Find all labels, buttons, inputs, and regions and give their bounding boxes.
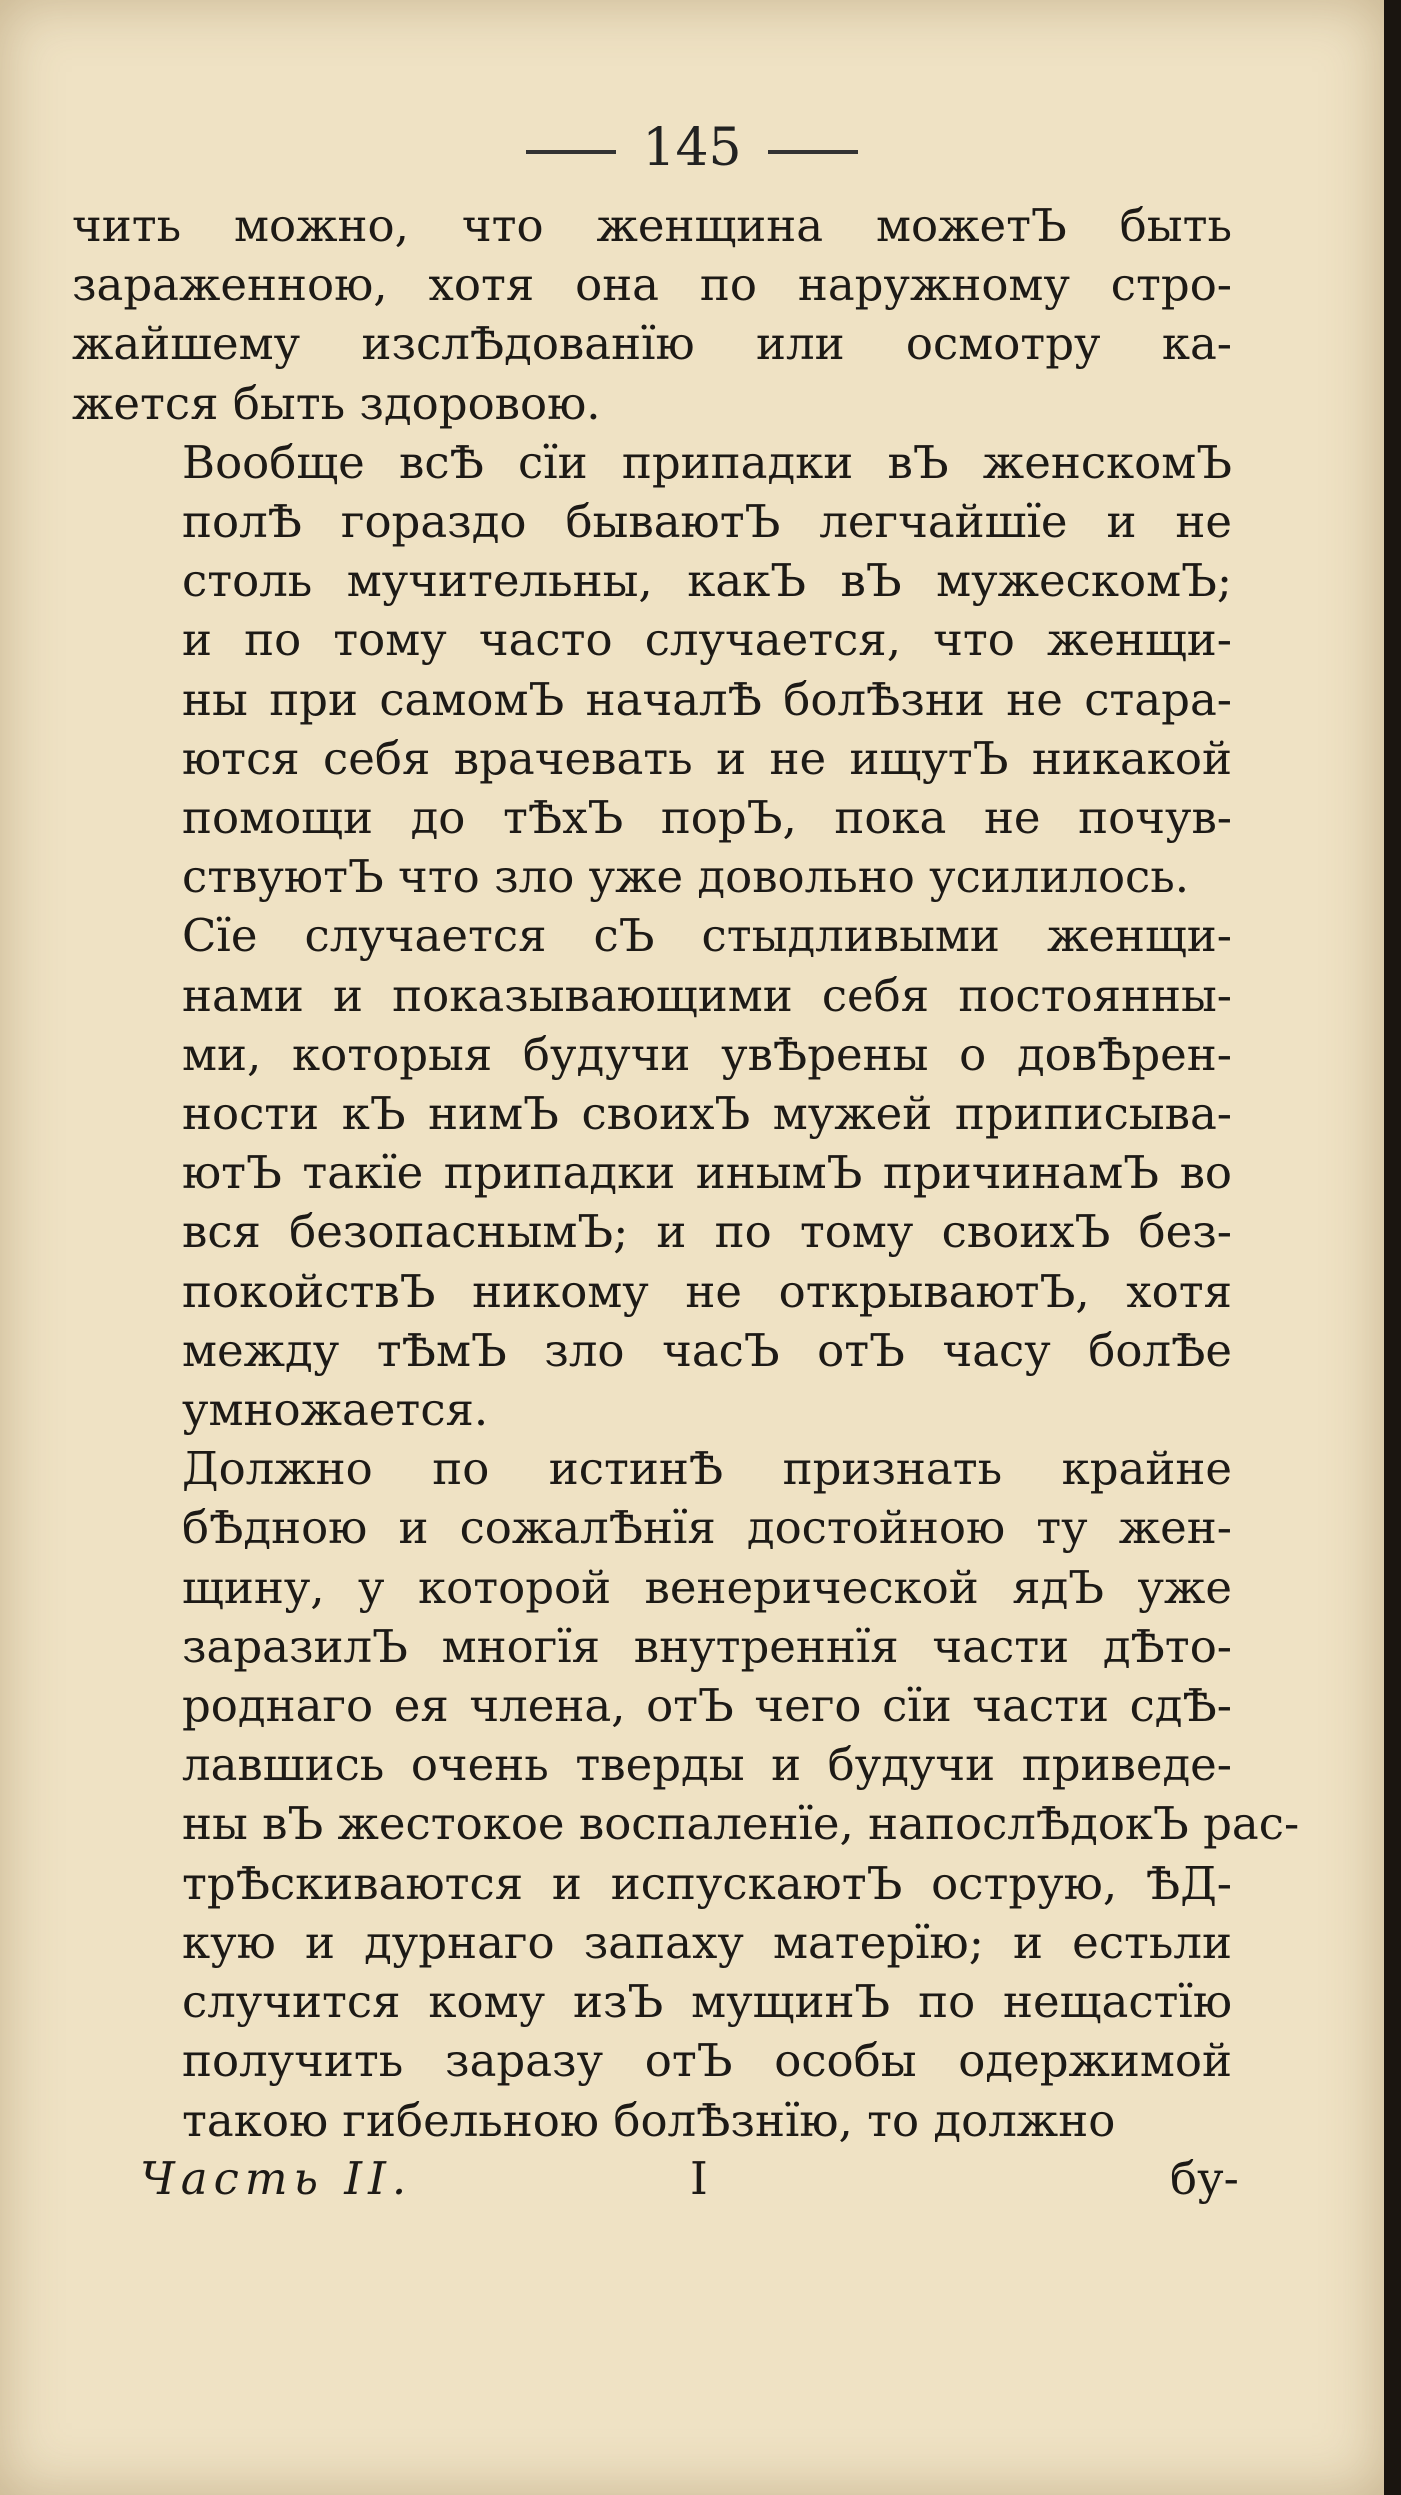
text-line: роднаго ея члена, отЪ чего сїи части сдѢ- [182, 1679, 1232, 1733]
text-line: Вообще всѢ сїи припадки вЪ женскомЪ [182, 435, 1232, 489]
paragraph [72, 433, 1232, 907]
text-line: вся безопаснымЪ; и по тому своихЪ без- [182, 1205, 1232, 1259]
text-line: умножается. [182, 1383, 489, 1437]
right-header-rule [768, 150, 858, 154]
paragraph [72, 196, 1232, 433]
text-line: получить заразу отЪ особы одержимой [182, 2034, 1232, 2088]
volume-signature: Часть II. [140, 2152, 413, 2205]
text-line: зараженною, хотя она по наружному стро- [72, 258, 1232, 312]
text-line: Должно по истинѢ признать крайне [182, 1442, 1232, 1496]
body-text [72, 196, 1300, 2150]
text-line: ны вЪ жестокое воспаленїе, напослѢдокЪ рас- [182, 1797, 1300, 1851]
text-line: щину, у которой венерической ядЪ уже [182, 1560, 1232, 1614]
text-line: жайшему изслѢдованїю или осмотру ка- [72, 317, 1232, 371]
text-line: столь мучительны, какЪ вЪ мужескомЪ; [182, 554, 1232, 608]
text-line: заразилЪ многїя внутреннїя части дѢто- [182, 1619, 1232, 1673]
text-line: случится кому изЪ мущинЪ по нещастїю [182, 1975, 1232, 2029]
text-line: ны при самомЪ началѢ болѢзни не стара- [182, 672, 1232, 726]
text-line: жется быть здоровою. [72, 376, 601, 430]
text-line: лавшись очень тверды и будучи приведе- [182, 1738, 1232, 1792]
text-line: чить можно, что женщина можетЪ быть [72, 199, 1232, 252]
text-line: ствуютЪ что зло уже довольно усилилось. [182, 850, 1190, 904]
text-line: полѢ гораздо бываютЪ легчайшїе и не [182, 495, 1232, 549]
text-line: и по тому часто случается, что женщи- [182, 613, 1232, 667]
sheet-mark: I [690, 2152, 708, 2205]
text-line: Сїе случается сЪ стыдливыми женщи- [182, 909, 1232, 963]
left-header-rule [526, 150, 616, 154]
text-line: ми, которыя будучи увѢрены о довѢрен- [182, 1027, 1232, 1081]
text-line: ности кЪ нимЪ своихЪ мужей приписыва- [182, 1087, 1232, 1141]
text-line: помощи до тѢхЪ порЪ, пока не почув- [182, 791, 1232, 845]
text-line: кую и дурнаго запаху матерїю; и естьли [182, 1915, 1232, 1969]
text-line: между тѢмЪ зло часЪ отЪ часу болѢе [182, 1323, 1232, 1377]
text-line: такою гибельною болѢзнїю, то должно [182, 2093, 1116, 2147]
text-line: покойствЪ никому не открываютЪ, хотя [182, 1264, 1232, 1318]
text-line: нами и показывающими себя постоянны- [182, 968, 1232, 1022]
text-line: ютЪ такїе припадки инымЪ причинамЪ во [182, 1146, 1232, 1200]
page-header [0, 118, 1384, 178]
text-line: ются себя врачевать и не ищутЪ никакой [182, 731, 1232, 785]
paragraph [72, 1439, 1300, 2149]
text-line: трѢскиваются и испускаютЪ острую, ѢД- [182, 1856, 1232, 1910]
text-line: бѢдною и сожалѢнїя достойною ту жен- [182, 1501, 1232, 1555]
catchword: бу- [1170, 2152, 1239, 2205]
paragraph [72, 906, 1232, 1439]
page-number: 145 [642, 118, 742, 178]
